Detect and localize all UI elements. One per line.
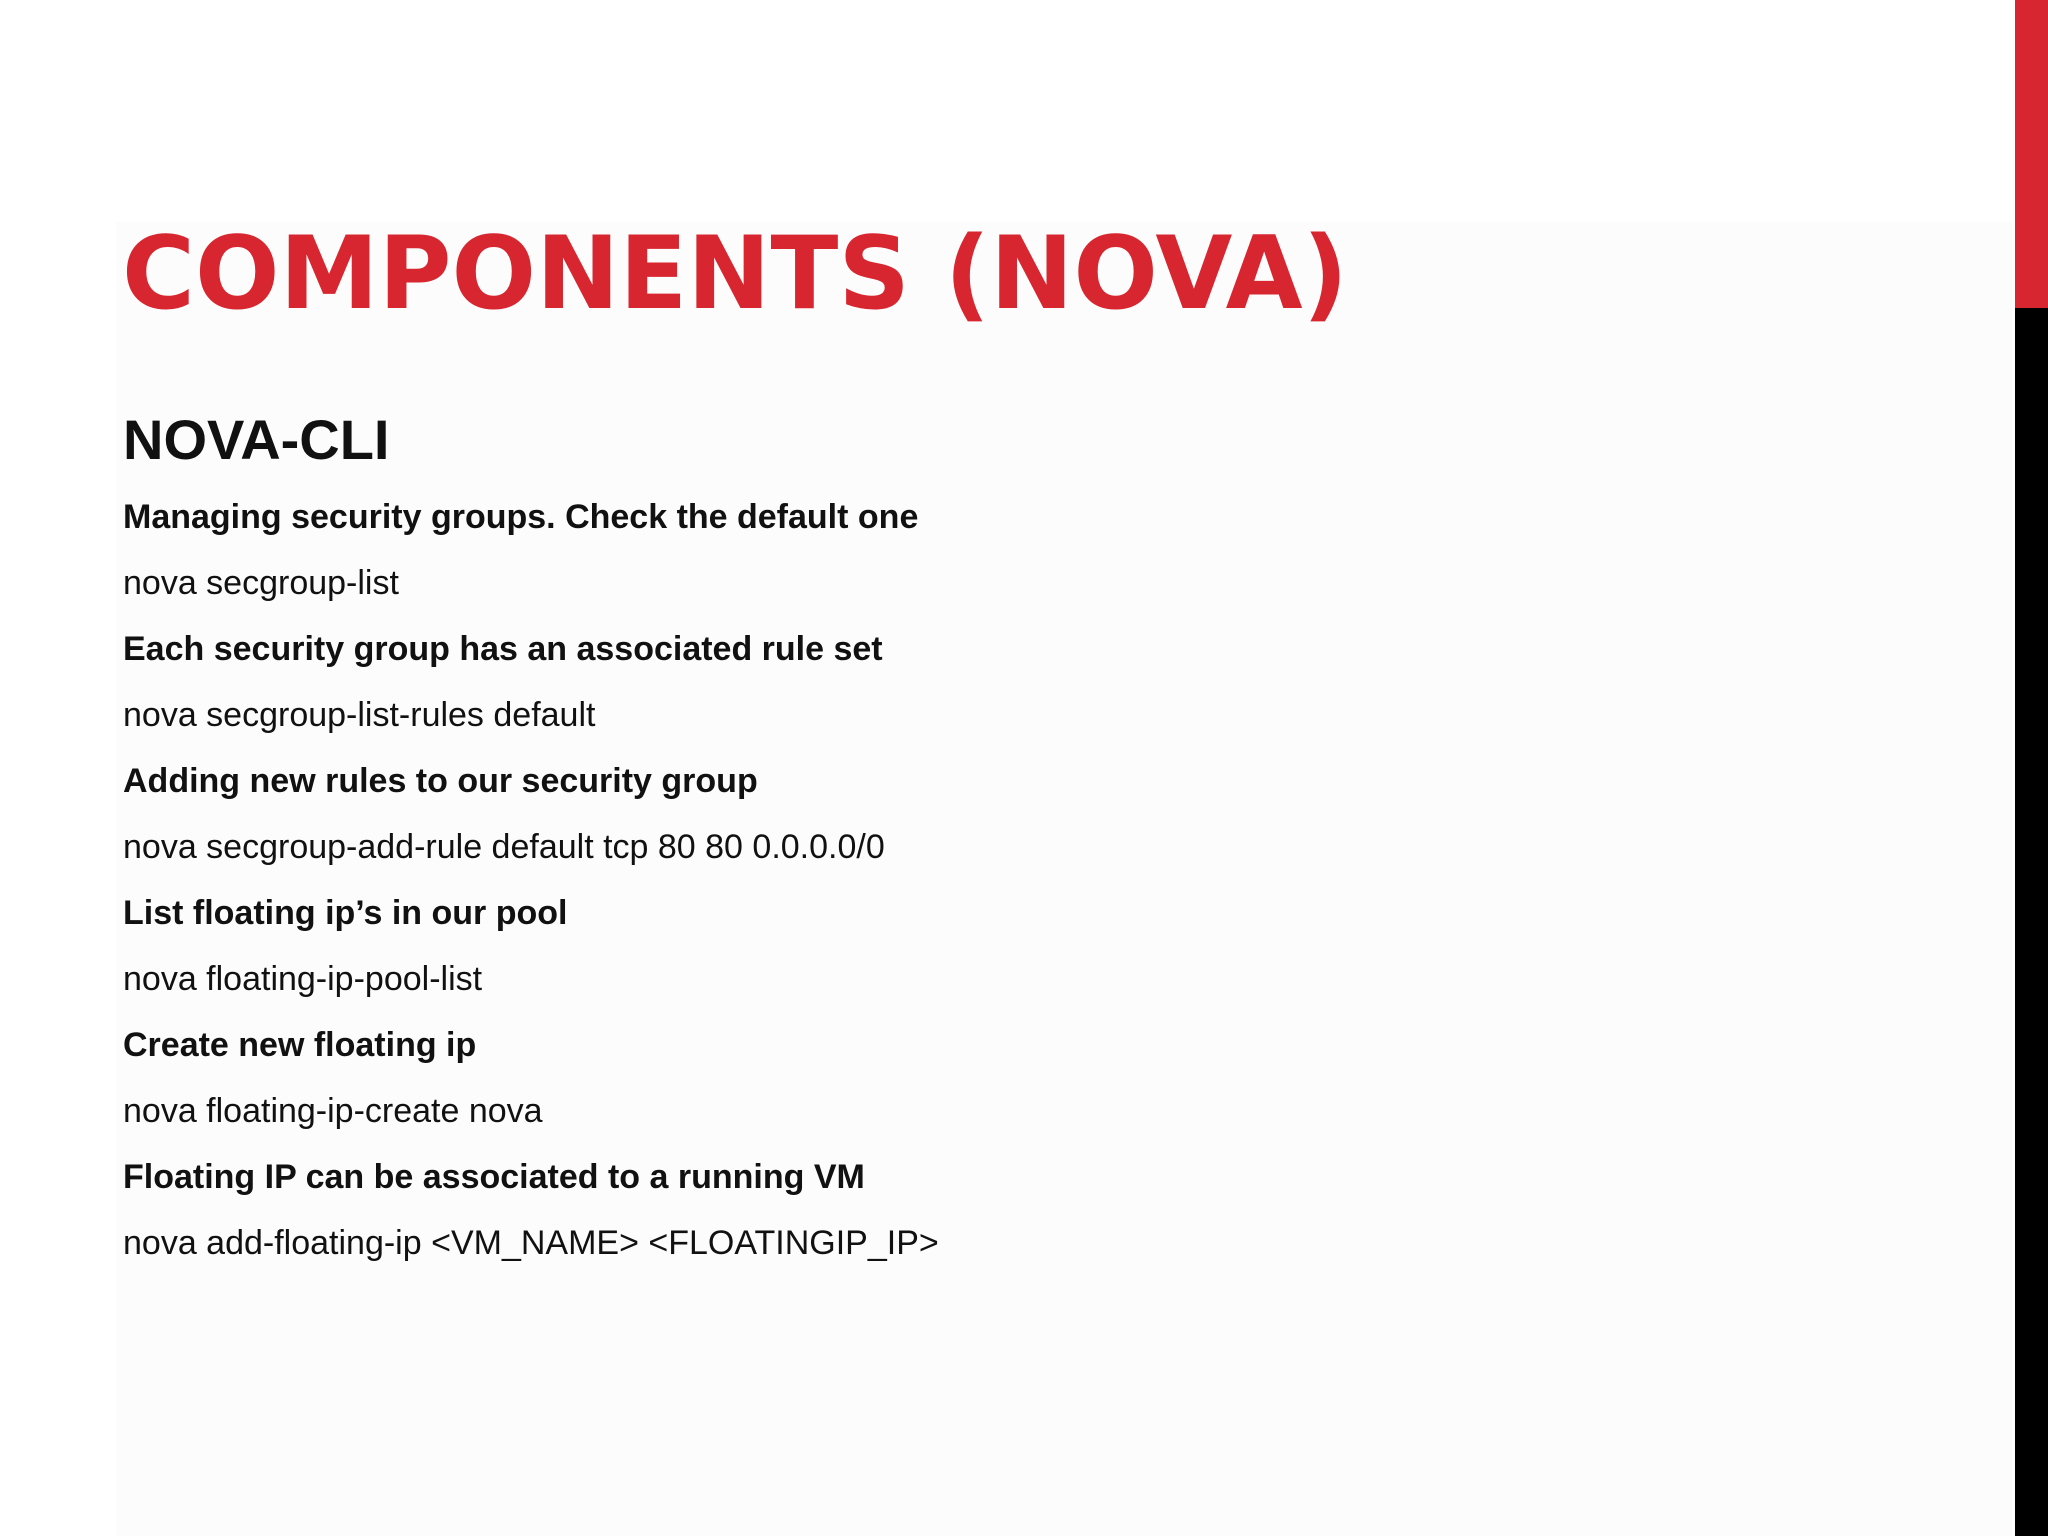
- list-item: Create new floating ip: [123, 1026, 477, 1064]
- slide-subtitle: NOVA-CLI: [123, 408, 390, 471]
- slide-title: COMPONENTS (NOVA): [122, 214, 1349, 332]
- list-item: List floating ip’s in our pool: [123, 894, 568, 932]
- list-item: nova secgroup-add-rule default tcp 80 80 0.0.0.0/0: [123, 828, 885, 866]
- list-item: Each security group has an associated rule set: [123, 630, 883, 668]
- accent-bar-dark-segment: [2015, 308, 2048, 1536]
- list-item: nova secgroup-list-rules default: [123, 696, 596, 734]
- list-item: Floating IP can be associated to a running VM: [123, 1158, 865, 1196]
- list-item: Managing security groups. Check the default one: [123, 498, 919, 536]
- list-item: nova add-floating-ip <VM_NAME> <FLOATINGIP_IP>: [123, 1224, 939, 1262]
- accent-bar: [2015, 0, 2048, 1536]
- instruction-list: [123, 484, 939, 1276]
- accent-bar-red-segment: [2015, 0, 2048, 308]
- list-item: nova floating-ip-pool-list: [123, 960, 483, 998]
- list-item: nova secgroup-list: [123, 564, 399, 602]
- list-item: Adding new rules to our security group: [123, 762, 758, 800]
- list-item: nova floating-ip-create nova: [123, 1092, 543, 1130]
